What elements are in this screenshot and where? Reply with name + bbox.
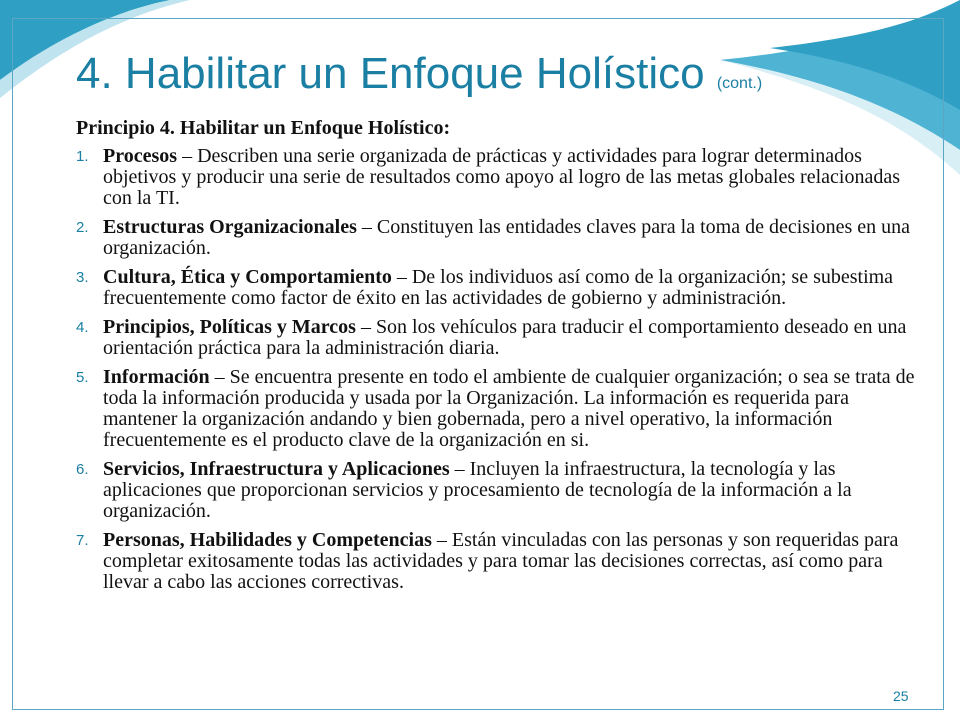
list-item-number: 7. — [76, 532, 89, 549]
list-item-separator: – — [449, 458, 470, 480]
list-item — [76, 459, 926, 522]
list-item-number: 2. — [76, 219, 89, 236]
page-number: 25 — [893, 688, 909, 704]
list-item-text: De los individuos así como de la organización; se subestima frecuentemente como factor de éxito en las actividades de gobierno y administración. — [103, 266, 894, 309]
list-item-separator: – — [177, 145, 198, 167]
list-item-term: Principios, Políticas y Marcos — [103, 316, 356, 338]
list-item-term: Servicios, Infraestructura y Aplicaciones — [103, 458, 450, 480]
list-item — [76, 530, 926, 593]
list-item-number: 4. — [76, 319, 89, 336]
list-item-separator: – — [391, 266, 412, 288]
slide-title-text: 4. Habilitar un Enfoque Holístico — [76, 49, 705, 98]
list-item-term: Cultura, Ética y Comportamiento — [103, 266, 392, 288]
list-item-term: Personas, Habilidades y Competencias — [103, 529, 432, 551]
enabler-list — [76, 146, 926, 601]
list-item-number: 1. — [76, 148, 89, 165]
list-item-number: 5. — [76, 369, 89, 386]
list-item-text: Describen una serie organizada de prácticas y actividades para lograr determinados objetivos y producir una serie de resultados como apoyo al logro de las metas globales relacionadas con la TI. — [103, 145, 900, 209]
list-item — [76, 367, 926, 451]
list-item — [76, 317, 926, 359]
list-item-text: Son los vehículos para traducir el comportamiento deseado en una orientación práctica para la administración diaria. — [103, 316, 907, 359]
list-item — [76, 146, 926, 209]
principle-heading: Principio 4. Habilitar un Enfoque Holístico: — [76, 117, 451, 139]
list-item — [76, 267, 926, 309]
list-item-text: Se encuentra presente en todo el ambiente de cualquier organización; o sea se trata de toda la información producida y usada por la Organización. La información es requerida para mantener la organización andando y bien gobernada, pero a nivel operativo, la información frecuentemente es el producto clave de la organización en si. — [103, 366, 915, 451]
slide-title — [76, 46, 762, 112]
list-item-separator: – — [355, 316, 376, 338]
slide-title-suffix: (cont.) — [716, 75, 763, 92]
list-item-separator: – — [356, 216, 377, 238]
list-item-text: Están vinculadas con las personas y son requeridas para completar exitosamente todas las actividades y para tomar las decisiones correctas, así como para llevar a cabo las acciones correctivas. — [103, 529, 899, 593]
list-item-term: Procesos — [103, 145, 178, 167]
list-item-term: Estructuras Organizacionales — [103, 216, 357, 238]
list-item-text: Incluyen la infraestructura, la tecnología y las aplicaciones que proporcionan servicios y procesamiento de tecnología de la información a la organización. — [103, 458, 852, 522]
list-item-number: 6. — [76, 461, 89, 478]
list-item — [76, 217, 926, 259]
list-item-text: Constituyen las entidades claves para la toma de decisiones en una organización. — [103, 216, 911, 259]
list-item-separator: – — [431, 529, 452, 551]
list-item-term: Información — [103, 366, 210, 388]
list-item-number: 3. — [76, 269, 89, 286]
list-item-separator: – — [209, 366, 230, 388]
